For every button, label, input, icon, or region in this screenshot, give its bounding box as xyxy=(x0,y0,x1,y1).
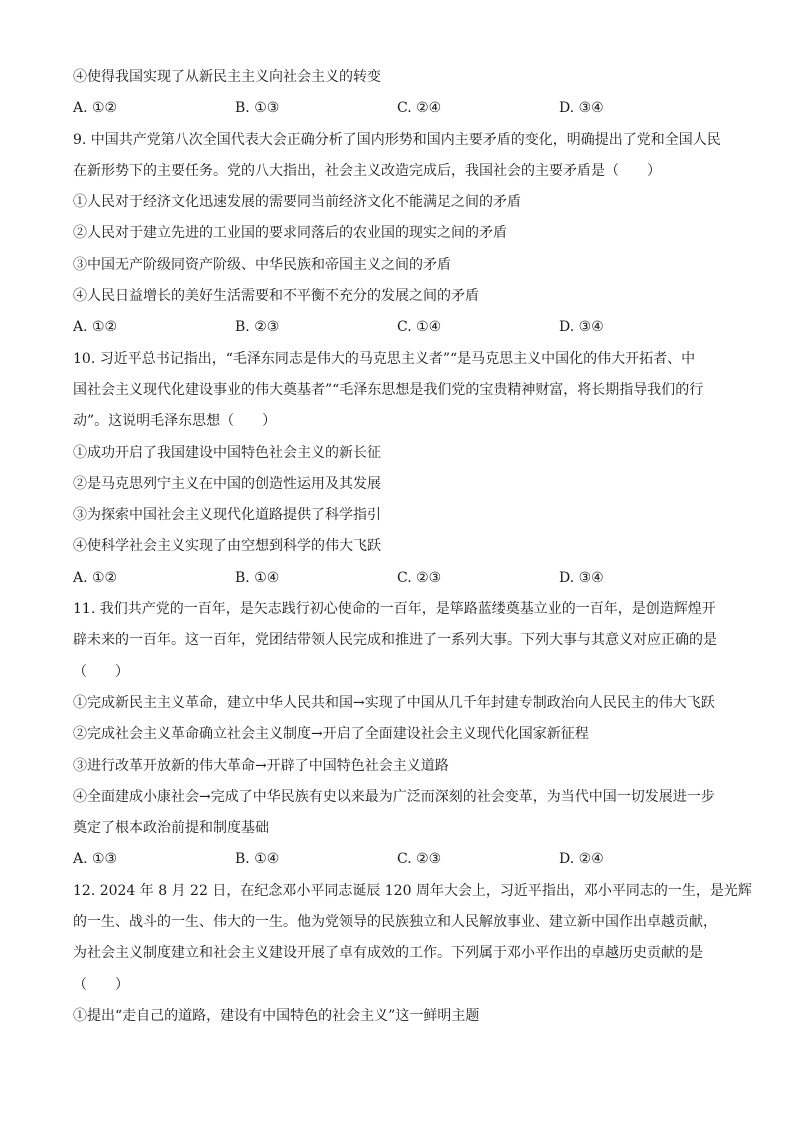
text-line: 9. 中国共产党第八次全国代表大会正确分析了国内形势和国内主要矛盾的变化，明确提出了党和全国人民 xyxy=(73,131,721,148)
answer-option: C. ②③ xyxy=(397,851,442,868)
answer-option: B. ①③ xyxy=(235,100,280,117)
text-line: ④使得我国实现了从新民主主义向社会主义的转变 xyxy=(73,69,381,85)
text-line: ③进行改革开放新的伟大革命→开辟了中国特色社会主义道路 xyxy=(73,757,449,774)
answer-option: D. ③④ xyxy=(559,100,604,117)
answer-option: C. ②③ xyxy=(397,569,442,586)
text-line: ④使科学社会主义实现了由空想到科学的伟大飞跃 xyxy=(73,538,381,555)
answer-option: A. ①③ xyxy=(73,851,118,868)
answer-options-row xyxy=(73,563,723,594)
text-line: ②是马克思列宁主义在中国的创造性运用及其发展 xyxy=(73,475,381,492)
text-line: 在新形势下的主要任务。党的八大指出，社会主义改造完成后，我国社会的主要矛盾是（ ） xyxy=(73,162,661,179)
answer-option: A. ①② xyxy=(73,569,118,586)
answer-option: B. ①④ xyxy=(235,569,280,586)
answer-option: B. ②③ xyxy=(235,319,280,336)
text-line: ③为探索中国社会主义现代化道路提供了科学指引 xyxy=(73,507,381,524)
answer-option: A. ①② xyxy=(73,319,118,336)
text-line: ④人民日益增长的美好生活需要和不平衡不充分的发展之间的矛盾 xyxy=(73,288,479,305)
answer-options-row xyxy=(73,844,723,875)
text-line: ②人民对于建立先进的工业国的要求同落后的农业国的现实之间的矛盾 xyxy=(73,225,507,242)
text-line: ②完成社会主义革命确立社会主义制度→开启了全面建设社会主义现代化国家新征程 xyxy=(73,726,589,743)
text-line: （ ） xyxy=(73,976,129,993)
text-line: ①提出“走自己的道路，建设有中国特色的社会主义”这一鲜明主题 xyxy=(73,1007,480,1024)
answer-option: B. ①④ xyxy=(235,851,280,868)
answer-option: C. ①④ xyxy=(397,319,442,336)
answer-options-row xyxy=(73,312,723,343)
answer-option: D. ③④ xyxy=(559,319,604,336)
text-line: 国社会主义现代化建设事业的伟大奠基者”“毛泽东思想是我们党的宝贵精神财富，将长期指导我们的行 xyxy=(73,381,704,398)
text-line: 为社会主义制度建立和社会主义建设开展了卓有成效的工作。下列属于邓小平作出的卓越历史贡献的是 xyxy=(73,945,703,962)
answer-options-row xyxy=(73,93,723,124)
text-line: 动”。这说明毛泽东思想（ ） xyxy=(73,413,277,430)
answer-option: D. ②④ xyxy=(559,851,604,868)
text-line: ①完成新民主主义革命，建立中华人民共和国→实现了中国从几千年封建专制政治向人民民主的伟大飞跃 xyxy=(73,694,715,711)
exam-page xyxy=(73,62,752,1032)
text-line: ①人民对于经济文化迅速发展的需要同当前经济文化不能满足之间的矛盾 xyxy=(73,194,521,211)
answer-option: D. ③④ xyxy=(559,569,604,586)
text-line: 辟未来的一百年。这一百年，党团结带领人民完成和推进了一系列大事。下列大事与其意义对应正确的是 xyxy=(73,632,717,649)
answer-option: A. ①② xyxy=(73,100,118,117)
text-line: 11. 我们共产党的一百年，是矢志践行初心使命的一百年，是筚路蓝缕奠基立业的一百年，是创造辉煌开 xyxy=(73,601,716,618)
text-line: （ ） xyxy=(73,663,129,680)
text-line: 10. 习近平总书记指出，“毛泽东同志是伟大的马克思主义者”“是马克思主义中国化的伟大开拓者、中 xyxy=(73,350,696,367)
text-line: 奠定了根本政治前提和制度基础 xyxy=(73,820,269,837)
answer-option: C. ②④ xyxy=(397,100,442,117)
text-line: ③中国无产阶级同资产阶级、中华民族和帝国主义之间的矛盾 xyxy=(73,256,451,273)
text-line: 的一生、战斗的一生、伟大的一生。他为党领导的民族独立和人民解放事业、建立新中国作出卓越贡献， xyxy=(73,914,717,931)
text-line: ①成功开启了我国建设中国特色社会主义的新长征 xyxy=(73,444,381,461)
text-line: 12. 2024 年 8 月 22 日，在纪念邓小平同志诞辰 120 周年大会上，习近平指出，邓小平同志的一生，是光辉 xyxy=(73,882,752,899)
text-line: ④全面建成小康社会→完成了中华民族有史以来最为广泛而深刻的社会变革，为当代中国一切发展进一步 xyxy=(73,788,715,805)
